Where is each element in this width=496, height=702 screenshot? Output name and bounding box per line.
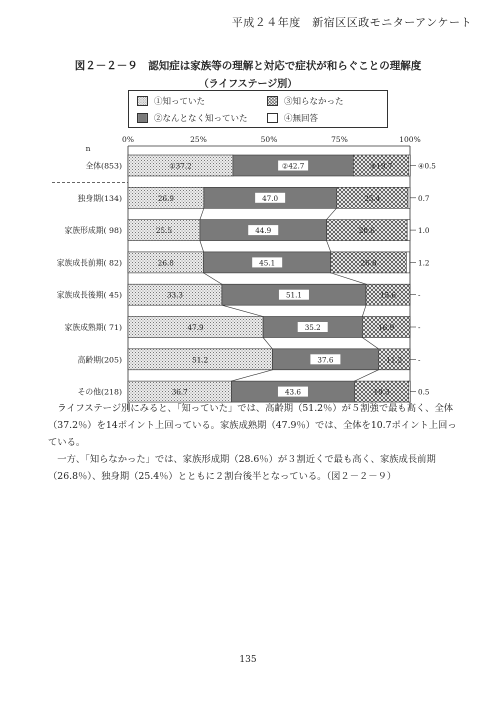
legend-item-no-answer [267, 112, 318, 124]
chart-subtitle: （ライフステージ別） [198, 79, 298, 90]
data-label: ②42.7 [281, 161, 305, 171]
data-label: 19.3 [373, 387, 390, 397]
x-tick-label: 0% [122, 135, 134, 144]
data-label: 51.2 [192, 355, 209, 365]
data-label: 36.7 [171, 387, 188, 397]
bar-segment [407, 220, 410, 241]
legend-label-somewhat: ②なんとなく知っていた [154, 114, 248, 124]
legend-label-unknown: ③知らなかった [284, 97, 344, 107]
legend-swatch-unknown [267, 96, 278, 106]
x-tick-label: 75% [331, 135, 348, 144]
segment-connector [362, 305, 366, 316]
segment-connector [231, 370, 272, 381]
segment-connector [327, 208, 337, 219]
segment-connector [200, 241, 204, 252]
category-label: 全体(853) [85, 161, 122, 171]
legend-label-no-answer: ④無回答 [284, 114, 319, 124]
legend-label-known: ①知っていた [154, 97, 206, 107]
data-label: 35.2 [304, 323, 321, 332]
data-label: - [418, 323, 421, 332]
segment-connector [263, 338, 272, 349]
category-label: 家族成長後期( 45) [56, 290, 122, 300]
segment-connector [362, 338, 378, 349]
data-label: 28.6 [358, 226, 375, 236]
data-label: 47.9 [187, 323, 204, 332]
data-label: 43.6 [284, 387, 301, 397]
data-label: 44.9 [255, 226, 272, 236]
data-label: 26.8 [360, 258, 377, 268]
segment-connector [222, 305, 263, 316]
x-tick-label: 100% [399, 135, 421, 144]
category-label: 高齢期(205) [77, 355, 122, 365]
legend-swatch-somewhat [137, 113, 148, 123]
chart-title: 図２－２－９ 認知症は家族等の理解と対応で症状が和らぐことの理解度 [74, 60, 422, 72]
body-paragraph-2: 一方、「知らなかった」では、家族形成期（28.6％）が３割近くで最も高く、家族成長前期（26.8％）、独身期（25.4％）とともに２割台後半となっている。（図２－２－９） [48, 454, 436, 482]
segment-connector [327, 241, 331, 252]
data-label: - [418, 355, 421, 365]
category-label: 家族成熟期( 71) [64, 323, 122, 332]
n-label: n [85, 144, 91, 153]
category-label: 独身期(134) [77, 193, 122, 203]
data-label: 26.8 [157, 258, 174, 268]
data-label: 0.5 [418, 387, 430, 397]
data-label: 15.6 [379, 290, 397, 300]
segment-connector [331, 273, 366, 284]
data-label: - [418, 290, 421, 300]
data-label: 26.9 [157, 193, 174, 203]
data-label: 47.0 [262, 193, 279, 203]
data-label: 1.2 [418, 258, 430, 268]
data-label: ①37.2 [169, 161, 192, 171]
data-label: 37.6 [317, 355, 334, 365]
chart-legend [128, 90, 388, 128]
category-label: 家族成長前期( 82) [56, 258, 122, 268]
legend-item-unknown [267, 95, 344, 107]
category-label: 家族形成期( 98) [64, 226, 122, 236]
data-label: ④0.5 [418, 161, 436, 171]
category-label: その他(218) [77, 387, 122, 397]
segment-connector [354, 370, 378, 381]
data-label: ③19.7 [369, 161, 393, 171]
bar-segment [408, 187, 410, 208]
page-header: 平成２４年度 新宿区区政モニターアンケート [231, 16, 472, 29]
data-label: 45.1 [259, 258, 276, 268]
segment-connector [204, 273, 222, 284]
x-tick-label: 50% [260, 135, 278, 144]
legend-swatch-no-answer [267, 113, 278, 123]
legend-item-somewhat [137, 112, 248, 124]
body-paragraph-1: ライフステージ別にみると、「知っていた」では、高齢期（51.2％）が５割強で最も高く、全体（37.2％）を14ポイント上回っている。家族成熟期（47.9％）では、全体を10.7ポイント上回っている。 [48, 403, 457, 448]
data-label: 1.0 [418, 226, 430, 236]
data-label: 16.9 [378, 323, 395, 332]
data-label: 25.5 [155, 226, 172, 236]
data-label: 51.1 [285, 290, 302, 300]
data-label: 33.3 [166, 290, 183, 300]
legend-swatch-known [137, 96, 148, 106]
segment-connector [200, 208, 204, 219]
data-label: 25.4 [364, 193, 381, 203]
data-label: 0.7 [418, 193, 430, 203]
legend-item-known [137, 95, 205, 107]
page-number: 135 [239, 655, 257, 665]
data-label: 11.2 [386, 355, 403, 365]
stacked-bar-chart [0, 130, 496, 397]
x-tick-label: 25% [190, 135, 207, 144]
bar-segment [406, 252, 409, 273]
